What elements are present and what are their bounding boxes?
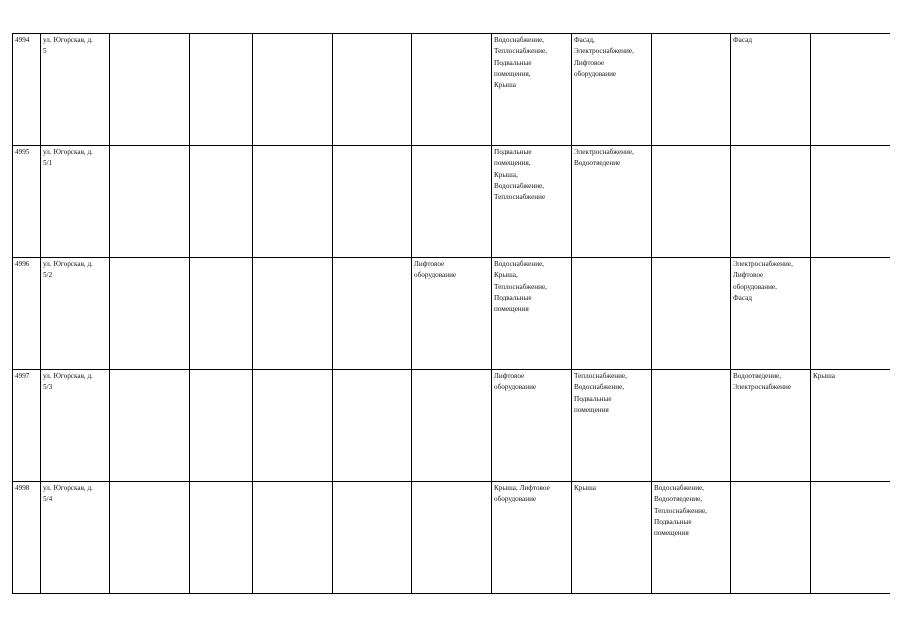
table-cell: Водоснабжение, Крыша, Теплоснабжение, Подвальные помещения	[492, 258, 572, 370]
table-row	[13, 370, 890, 482]
table-cell	[412, 482, 492, 594]
table-cell: Фасад	[731, 34, 811, 146]
table-cell	[253, 370, 333, 482]
table-cell	[190, 34, 253, 146]
table-cell	[253, 258, 333, 370]
table-cell: Подвальные помещения, Крыша, Водоснабжение, Теплоснабжение	[492, 146, 572, 258]
table-cell	[811, 258, 890, 370]
row-number-cell: 4995	[13, 146, 41, 258]
table-cell	[253, 34, 333, 146]
address-cell: ул. Югорская, д. 5	[41, 34, 110, 146]
table-cell	[811, 146, 890, 258]
table-cell	[652, 258, 731, 370]
row-number-cell: 4998	[13, 482, 41, 594]
table-cell	[110, 258, 190, 370]
table-cell	[110, 34, 190, 146]
table-cell: Водоотведение, Электроснабжение	[731, 370, 811, 482]
address-cell: ул. Югорская, д. 5/1	[41, 146, 110, 258]
row-number-cell: 4997	[13, 370, 41, 482]
table-cell	[652, 34, 731, 146]
table-cell	[731, 146, 811, 258]
table-cell	[190, 370, 253, 482]
table-cell: Фасад, Электроснабжение, Лифтовое оборудование	[572, 34, 652, 146]
table-cell	[333, 146, 412, 258]
table-cell	[110, 146, 190, 258]
table-cell	[731, 482, 811, 594]
table-cell: Водоснабжение, Водоотведение, Теплоснабжение, Подвальные помещения	[652, 482, 731, 594]
table-cell: Лифтовое оборудование	[492, 370, 572, 482]
table-cell	[253, 146, 333, 258]
table-cell	[333, 482, 412, 594]
table-cell: Электроснабжение, Лифтовое оборудование, Фасад	[731, 258, 811, 370]
address-cell: ул. Югорская, д. 5/3	[41, 370, 110, 482]
table-cell	[412, 34, 492, 146]
table-cell	[190, 146, 253, 258]
table-row	[13, 482, 890, 594]
table-cell	[652, 370, 731, 482]
table-cell: Водоснабжение, Теплоснабжение, Подвальные помещения, Крыша	[492, 34, 572, 146]
table-cell	[333, 258, 412, 370]
address-cell: ул. Югорская, д. 5/4	[41, 482, 110, 594]
table-cell: Теплоснабжение, Водоснабжение, Подвальные помещения	[572, 370, 652, 482]
table-cell	[412, 370, 492, 482]
table-cell: Электроснабжение, Водоотведение	[572, 146, 652, 258]
table-cell	[811, 34, 890, 146]
table-cell	[652, 146, 731, 258]
table-cell	[190, 482, 253, 594]
row-number-cell: 4996	[13, 258, 41, 370]
repair-schedule-table	[12, 33, 890, 594]
table-cell: Лифтовое оборудование	[412, 258, 492, 370]
table-cell	[811, 482, 890, 594]
address-cell: ул. Югорская, д. 5/2	[41, 258, 110, 370]
table-row	[13, 258, 890, 370]
table-cell: Крыша	[811, 370, 890, 482]
table-cell	[190, 258, 253, 370]
table-row	[13, 146, 890, 258]
table-cell	[110, 370, 190, 482]
table-cell	[572, 258, 652, 370]
table-cell	[253, 482, 333, 594]
table-cell	[333, 370, 412, 482]
table-cell	[412, 146, 492, 258]
table-cell	[110, 482, 190, 594]
table-row	[13, 34, 890, 146]
row-number-cell: 4994	[13, 34, 41, 146]
table-cell: Крыша, Лифтовое оборудование	[492, 482, 572, 594]
table-cell: Крыша	[572, 482, 652, 594]
table-cell	[333, 34, 412, 146]
